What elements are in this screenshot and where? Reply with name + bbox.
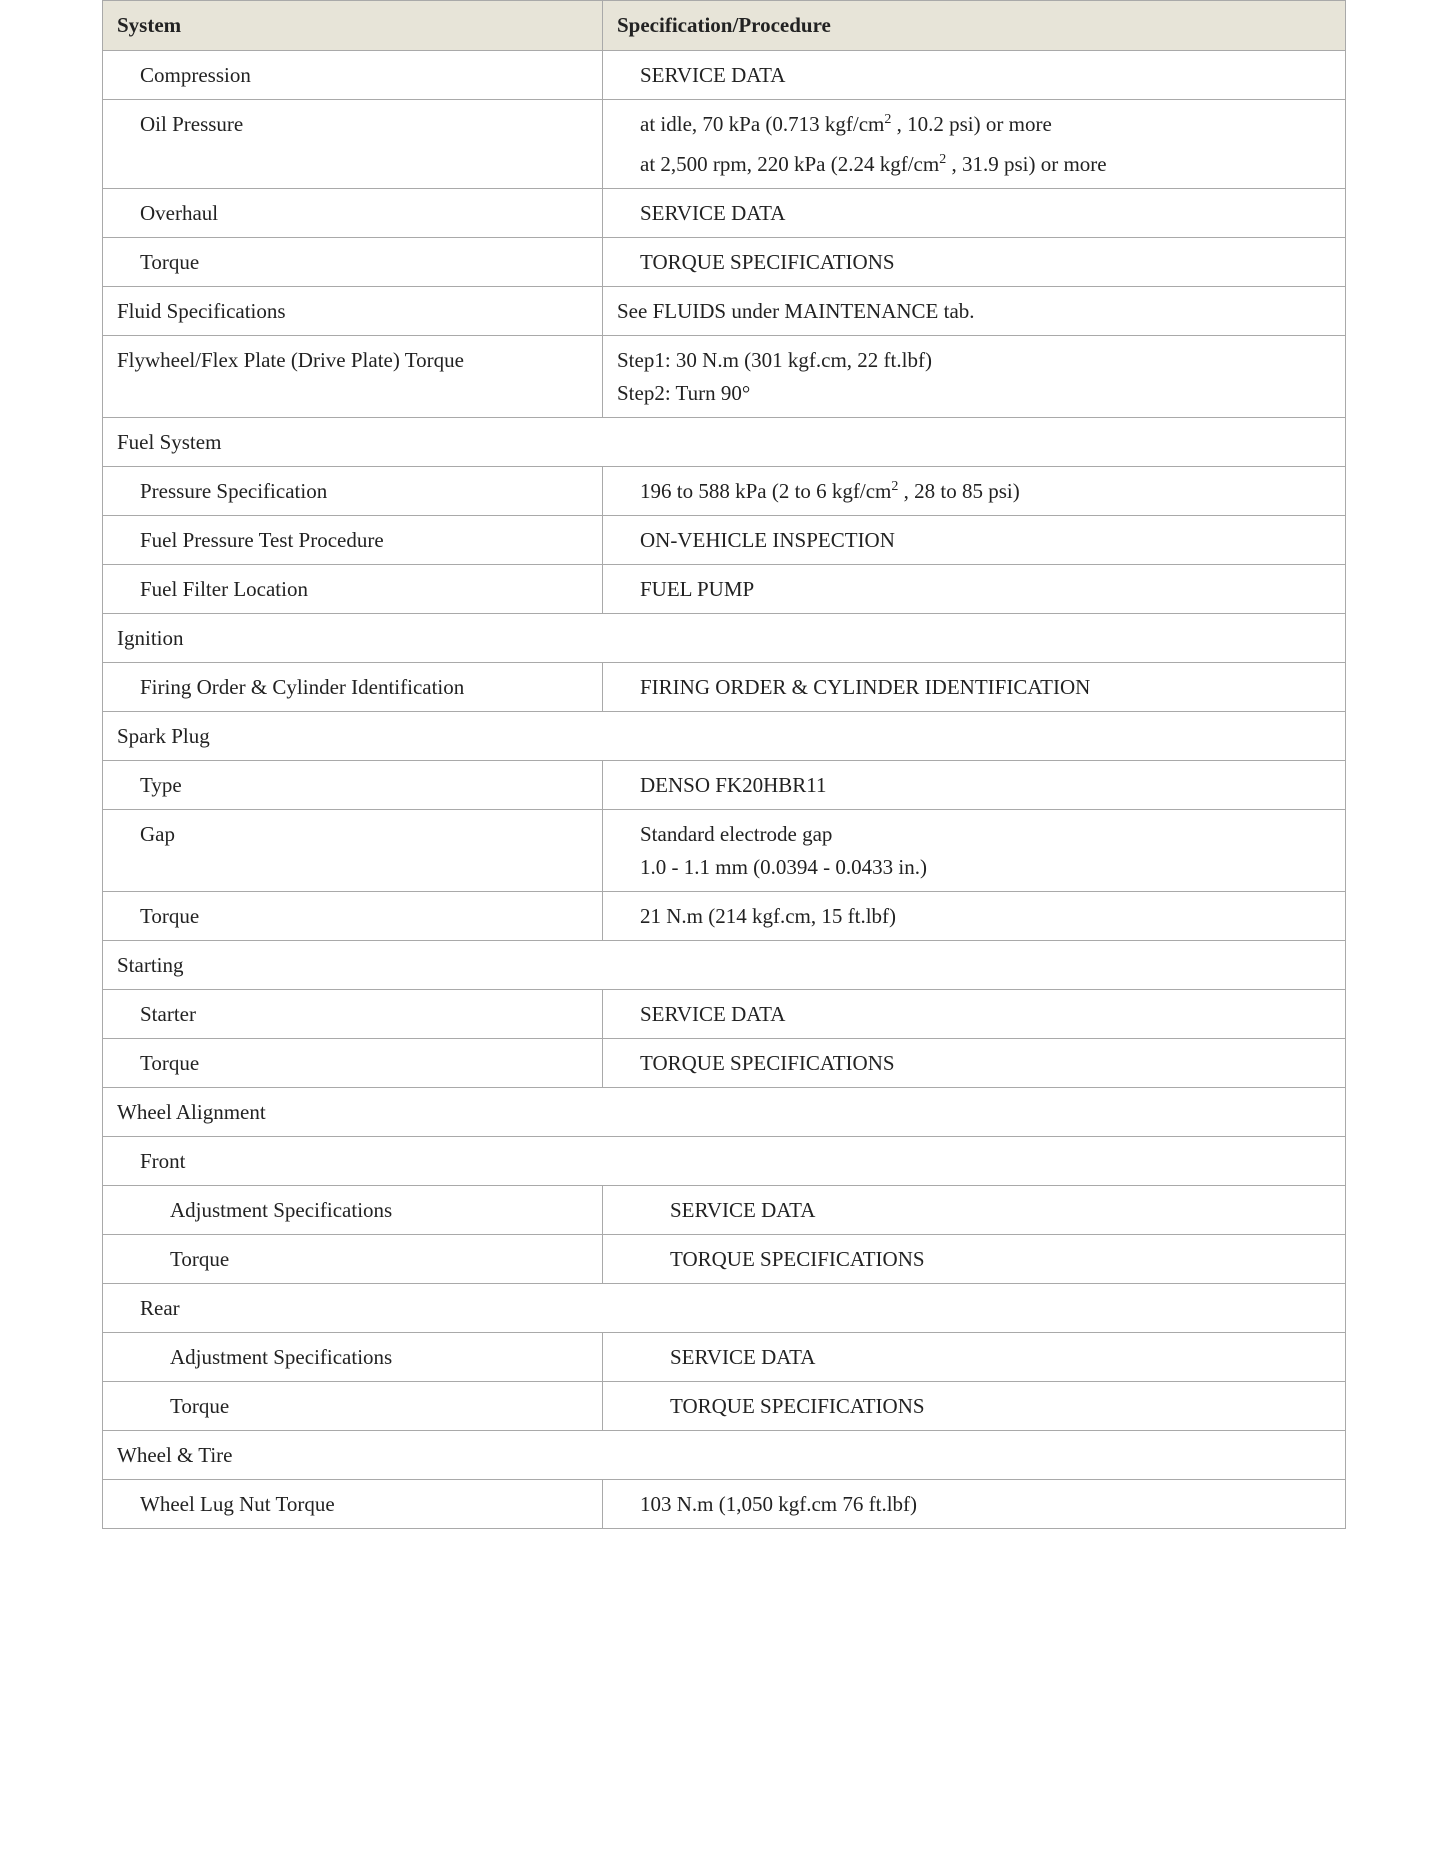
specification-line: SERVICE DATA [670, 1345, 816, 1369]
specification-line: 1.0 - 1.1 mm (0.0394 - 0.0433 in.) [640, 855, 927, 879]
table-row [103, 336, 1346, 418]
section-row [103, 418, 1346, 467]
table-row [103, 287, 1346, 336]
system-cell: Pressure Specification [103, 467, 603, 516]
table-row [103, 100, 1346, 189]
table-row [103, 51, 1346, 100]
system-cell: Torque [103, 1039, 603, 1088]
specification-cell [603, 810, 1346, 892]
specification-line: TORQUE SPECIFICATIONS [640, 250, 895, 274]
specification-line: ON-VEHICLE INSPECTION [640, 528, 895, 552]
section-heading: Front [103, 1137, 1346, 1186]
table-row [103, 892, 1346, 941]
specification-line: at idle, 70 kPa (0.713 kgf/$cm^2$ , 10.2 psi) or more [640, 112, 1052, 136]
system-cell: Type [103, 761, 603, 810]
specification-cell [603, 990, 1346, 1039]
specification-line: Standard electrode gap [640, 822, 833, 846]
system-cell: Torque [103, 1382, 603, 1431]
table-row [103, 467, 1346, 516]
table-row [103, 565, 1346, 614]
specification-line: TORQUE SPECIFICATIONS [670, 1247, 925, 1271]
system-cell: Fluid Specifications [103, 287, 603, 336]
specification-line: 103 N.m (1,050 kgf.cm 76 ft.lbf) [640, 1492, 918, 1516]
specification-line: See FLUIDS under MAINTENANCE tab. [617, 299, 975, 323]
specification-cell [603, 1235, 1346, 1284]
table-row [103, 189, 1346, 238]
specification-line: SERVICE DATA [640, 201, 786, 225]
system-cell: Adjustment Specifications [103, 1333, 603, 1382]
table-row [103, 1235, 1346, 1284]
system-cell: Compression [103, 51, 603, 100]
system-cell: Wheel Lug Nut Torque [103, 1480, 603, 1529]
section-row [103, 1088, 1346, 1137]
specification-line: TORQUE SPECIFICATIONS [670, 1394, 925, 1418]
specification-cell [603, 1039, 1346, 1088]
system-cell: Oil Pressure [103, 100, 603, 189]
specification-cell [603, 1186, 1346, 1235]
table-body [103, 51, 1346, 1529]
table-header [103, 1, 1346, 51]
specification-cell [603, 100, 1346, 189]
system-cell: Torque [103, 892, 603, 941]
specification-line: Step2: Turn 90° [617, 381, 751, 405]
specification-line: FIRING ORDER & CYLINDER IDENTIFICATION [640, 675, 1091, 699]
specification-cell [603, 565, 1346, 614]
section-heading: Fuel System [103, 418, 1346, 467]
header-system: System [103, 1, 603, 51]
table-row [103, 663, 1346, 712]
specification-line: DENSO FK20HBR11 [640, 773, 827, 797]
table-row [103, 1382, 1346, 1431]
system-cell: Starter [103, 990, 603, 1039]
specification-cell [603, 1333, 1346, 1382]
specification-cell [603, 51, 1346, 100]
system-cell: Torque [103, 238, 603, 287]
header-specification: Specification/Procedure [603, 1, 1346, 51]
table-row [103, 810, 1346, 892]
specification-cell [603, 238, 1346, 287]
specification-cell [603, 1382, 1346, 1431]
section-heading: Spark Plug [103, 712, 1346, 761]
system-cell: Fuel Filter Location [103, 565, 603, 614]
specification-cell [603, 287, 1346, 336]
specification-line: Step1: 30 N.m (301 kgf.cm, 22 ft.lbf) [617, 348, 932, 372]
section-heading: Ignition [103, 614, 1346, 663]
specification-cell [603, 516, 1346, 565]
section-row [103, 1137, 1346, 1186]
table-row [103, 761, 1346, 810]
system-cell: Gap [103, 810, 603, 892]
header-row [103, 1, 1346, 51]
system-cell: Adjustment Specifications [103, 1186, 603, 1235]
specification-cell [603, 1480, 1346, 1529]
specification-cell [603, 336, 1346, 418]
specification-line: SERVICE DATA [640, 63, 786, 87]
table-row [103, 238, 1346, 287]
section-heading: Rear [103, 1284, 1346, 1333]
specification-cell [603, 663, 1346, 712]
specification-line: 196 to 588 kPa (2 to 6 kgf/$cm^2$ , 28 to 85 psi) [640, 479, 1020, 503]
specification-cell [603, 761, 1346, 810]
table-row [103, 516, 1346, 565]
specification-line: FUEL PUMP [640, 577, 755, 601]
specification-line: at 2,500 rpm, 220 kPa (2.24 kgf/$cm^2$ , 31.9 psi) or more [640, 152, 1107, 176]
specification-line: TORQUE SPECIFICATIONS [640, 1051, 895, 1075]
specification-line: SERVICE DATA [670, 1198, 816, 1222]
system-cell: Firing Order & Cylinder Identification [103, 663, 603, 712]
specification-cell [603, 189, 1346, 238]
section-row [103, 941, 1346, 990]
system-cell: Flywheel/Flex Plate (Drive Plate) Torque [103, 336, 603, 418]
specification-line: 21 N.m (214 kgf.cm, 15 ft.lbf) [640, 904, 897, 928]
specification-cell [603, 467, 1346, 516]
system-cell: Overhaul [103, 189, 603, 238]
section-row [103, 1284, 1346, 1333]
section-row [103, 1431, 1346, 1480]
specification-table [102, 0, 1346, 1529]
section-row [103, 614, 1346, 663]
specification-cell [603, 892, 1346, 941]
section-heading: Wheel & Tire [103, 1431, 1346, 1480]
table-row [103, 1186, 1346, 1235]
table-row [103, 1333, 1346, 1382]
table-row [103, 1480, 1346, 1529]
system-cell: Torque [103, 1235, 603, 1284]
table-row [103, 1039, 1346, 1088]
section-heading: Wheel Alignment [103, 1088, 1346, 1137]
system-cell: Fuel Pressure Test Procedure [103, 516, 603, 565]
specification-line: SERVICE DATA [640, 1002, 786, 1026]
table-row [103, 990, 1346, 1039]
section-row [103, 712, 1346, 761]
section-heading: Starting [103, 941, 1346, 990]
